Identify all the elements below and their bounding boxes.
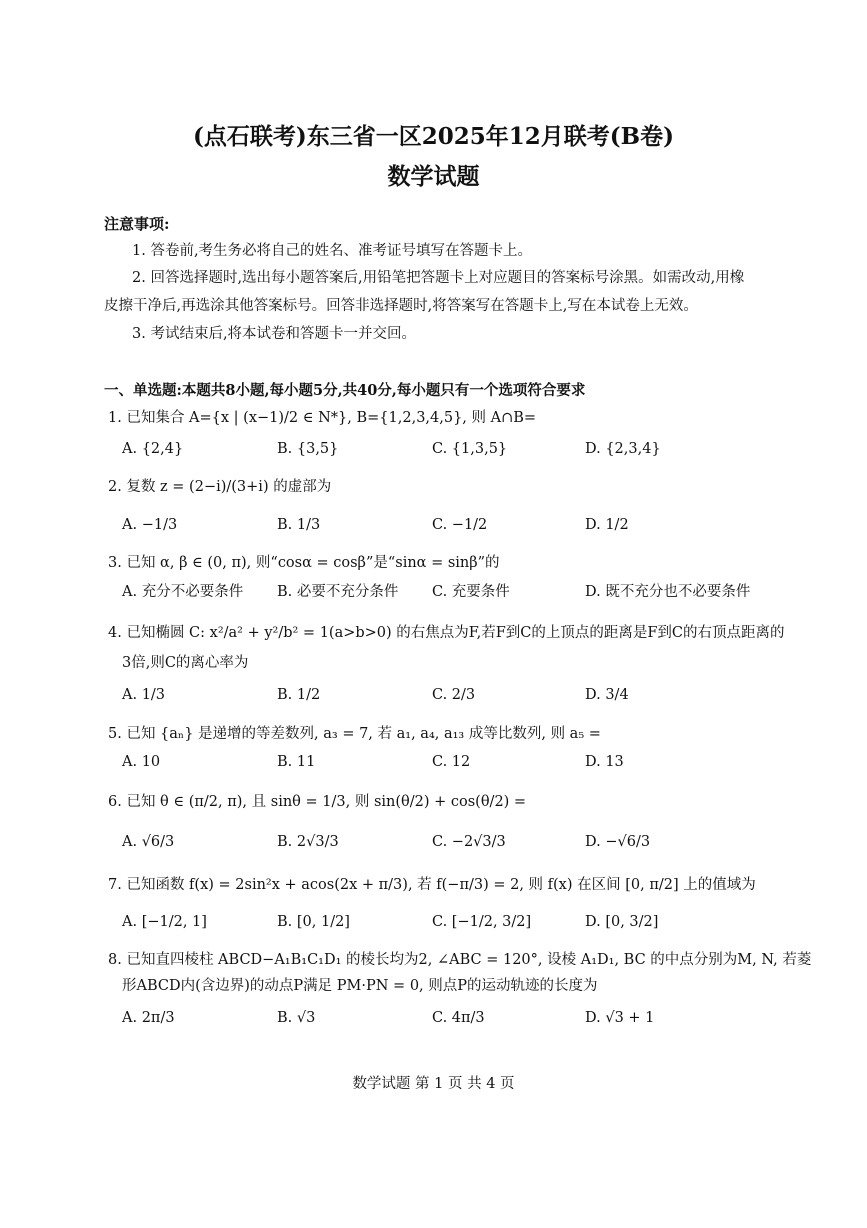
question-stem: 7. 已知函数 f(x) = 2sin²x + acos(2x + π/3), 若 f(−π/3) = 2, 则 f(x) 在区间 [0, π/2] 上的值域为 <box>108 877 756 893</box>
option-a: A. {2,4} <box>122 441 184 457</box>
option-d: D. 既不充分也不必要条件 <box>585 584 751 600</box>
option-b: B. [0, 1/2] <box>277 914 350 930</box>
option-c: C. −1/2 <box>432 517 488 533</box>
option-d: D. {2,3,4} <box>585 441 661 457</box>
option-c: C. {1,3,5} <box>432 441 508 457</box>
option-d: D. [0, 3/2] <box>585 914 659 930</box>
option-c: C. −2√3/3 <box>432 834 506 850</box>
option-d: D. 3/4 <box>585 687 629 703</box>
option-d: D. −√6/3 <box>585 834 651 850</box>
option-b: B. 11 <box>277 754 316 770</box>
option-c: C. 4π/3 <box>432 1010 485 1026</box>
question-stem: 6. 已知 θ ∈ (π/2, π), 且 sinθ = 1/3, 则 sin(θ/2) + cos(θ/2) = <box>108 794 527 810</box>
option-c: C. 充要条件 <box>432 584 510 600</box>
question-options <box>122 830 782 854</box>
question-options <box>122 750 782 774</box>
option-d: D. 13 <box>585 754 624 770</box>
option-c: C. 12 <box>432 754 471 770</box>
question-stem: 8. 已知直四棱柱 ABCD−A₁B₁C₁D₁ 的棱长均为2, ∠ABC = 120°, 设棱 A₁D₁, BC 的中点分别为M, N, 若菱 <box>108 952 812 968</box>
option-a: A. 10 <box>122 754 161 770</box>
option-a: A. −1/3 <box>122 517 178 533</box>
question-stem: 5. 已知 {aₙ} 是递增的等差数列, a₃ = 7, 若 a₁, a₄, a₁₃ 成等比数列, 则 a₅ = <box>108 726 601 742</box>
question-stem-continued: 形ABCD内(含边界)的动点P满足 PM·PN = 0, 则点P的运动轨迹的长度为 <box>122 978 598 994</box>
question-options <box>122 580 782 604</box>
option-c: C. [−1/2, 3/2] <box>432 914 532 930</box>
question-options <box>122 683 782 707</box>
option-a: A. [−1/2, 1] <box>122 914 207 930</box>
option-b: B. 1/2 <box>277 687 321 703</box>
question-options <box>122 513 782 537</box>
notice-item: 1. 答卷前,考生务必将自己的姓名、准考证号填写在答题卡上。 <box>132 243 533 259</box>
page-title: (点石联考)东三省一区2025年12月联考(B卷) <box>193 123 674 150</box>
option-a: A. 2π/3 <box>122 1010 175 1026</box>
notice-item: 2. 回答选择题时,选出每小题答案后,用铅笔把答题卡上对应题目的答案标号涂黑。如需改动,用橡 <box>132 270 745 286</box>
question-stem-continued: 3倍,则C的离心率为 <box>122 655 249 671</box>
option-a: A. 充分不必要条件 <box>122 584 244 600</box>
notice-item: 皮擦干净后,再选涂其他答案标号。回答非选择题时,将答案写在答题卡上,写在本试卷上无效。 <box>104 298 698 314</box>
section-heading: 一、单选题:本题共8小题,每小题5分,共40分,每小题只有一个选项符合要求 <box>104 382 586 399</box>
question-stem: 3. 已知 α, β ∈ (0, π), 则“cosα = cosβ”是“sinα = sinβ”的 <box>108 555 500 571</box>
option-a: A. 1/3 <box>122 687 166 703</box>
page-footer: 数学试题 第 1 页 共 4 页 <box>352 1076 515 1092</box>
question-options <box>122 437 782 461</box>
option-b: B. 1/3 <box>277 517 321 533</box>
option-b: B. 2√3/3 <box>277 834 339 850</box>
question-stem: 1. 已知集合 A={x | (x−1)/2 ∈ N*}, B={1,2,3,4,5}, 则 A∩B= <box>108 410 537 426</box>
option-c: C. 2/3 <box>432 687 476 703</box>
question-options <box>122 1006 782 1030</box>
notice-item: 3. 考试结束后,将本试卷和答题卡一并交回。 <box>132 326 417 342</box>
notice-heading: 注意事项: <box>104 215 170 233</box>
option-d: D. √3 + 1 <box>585 1010 655 1026</box>
page-subtitle: 数学试题 <box>387 163 480 190</box>
question-stem: 2. 复数 z = (2−i)/(3+i) 的虚部为 <box>108 479 332 495</box>
option-b: B. √3 <box>277 1010 316 1026</box>
question-stem: 4. 已知椭圆 C: x²/a² + y²/b² = 1(a>b>0) 的右焦点为F,若F到C的上顶点的距离是F到C的右顶点距离的 <box>108 625 785 641</box>
option-b: B. 必要不充分条件 <box>277 584 399 600</box>
option-d: D. 1/2 <box>585 517 629 533</box>
option-a: A. √6/3 <box>122 834 175 850</box>
question-options <box>122 910 782 934</box>
option-b: B. {3,5} <box>277 441 339 457</box>
